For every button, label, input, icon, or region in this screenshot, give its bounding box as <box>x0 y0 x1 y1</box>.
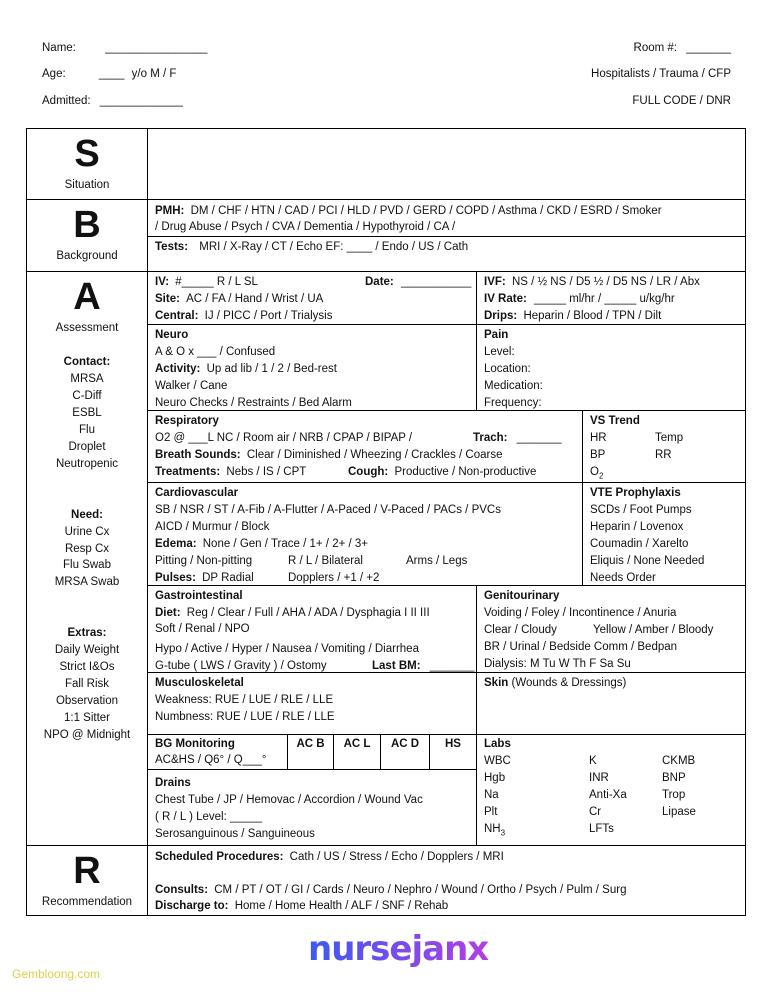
site-line <box>155 293 323 305</box>
central-line <box>155 310 332 322</box>
lab-item: Anti-Xa <box>589 789 627 801</box>
cardio-title: Cardiovascular <box>155 487 239 499</box>
neuro-title: Neuro <box>155 329 189 341</box>
vs-rr: RR <box>655 449 672 461</box>
edema-text: None / Gen / Trace / 1+ / 2+ / 3+ <box>202 538 369 550</box>
age-label: Age: <box>42 68 66 80</box>
age-blank: ____ <box>98 68 125 80</box>
name-blank: ________________ <box>105 42 208 54</box>
ivf-label: IVF: <box>484 276 506 288</box>
site-text: AC / FA / Hand / Wrist / UA <box>186 293 324 305</box>
bg-col-acl: AC L <box>343 738 371 750</box>
lab-item: Lipase <box>662 806 696 818</box>
bg-schedule: AC&HS / Q6° / Q___° <box>155 754 267 766</box>
neuro-orientation: A & O x ___ / Confused <box>155 346 276 358</box>
extras-item: Observation <box>55 695 118 707</box>
extras-item: NPO @ Midnight <box>43 729 131 741</box>
drips-text: Heparin / Blood / TPN / Dilt <box>523 310 662 322</box>
drains-title: Drains <box>155 777 191 789</box>
iv-text: #_____ R / L SL <box>175 276 258 288</box>
pmh-line <box>155 205 662 217</box>
lab-item: LFTs <box>589 823 614 835</box>
vs-temp: Temp <box>655 432 684 444</box>
activity-line <box>155 363 337 375</box>
lab-item-nh3: $NH_3$ <box>484 823 506 838</box>
lab-item: WBC <box>484 755 511 767</box>
drips-line <box>484 310 661 322</box>
r-caption: Recommendation <box>41 896 133 908</box>
extras-heading: Extras: <box>67 627 107 639</box>
ivf-text: NS / ½ NS / D5 ½ / D5 NS / LR / Abx <box>511 276 700 288</box>
pulses-line <box>155 572 254 584</box>
skin-line <box>484 677 626 689</box>
nursejanx-logo: nursejanx <box>308 929 489 969</box>
discharge-line <box>155 900 448 912</box>
skin-note: (Wounds & Dressings) <box>511 677 627 689</box>
contact-item: MRSA <box>70 373 104 385</box>
name-field <box>42 42 207 54</box>
activity-label: Activity: <box>155 363 201 375</box>
date-blank: ___________ <box>400 276 472 288</box>
msk-title: Musculoskeletal <box>155 677 244 689</box>
gtube-line: G-tube ( LWS / Gravity ) / Ostomy <box>155 660 327 672</box>
vs-hr: HR <box>590 432 607 444</box>
admitted-field <box>42 95 183 107</box>
iv-line <box>155 276 258 288</box>
bg-col-acb: AC B <box>296 738 325 750</box>
lab-item: K <box>589 755 597 767</box>
pain-title: Pain <box>484 329 509 341</box>
rhythm-line: SB / NSR / ST / A-Fib / A-Flutter / A-Paced / V-Paced / PACs / PVCs <box>155 504 501 516</box>
pulses-text: DP Radial <box>202 572 254 584</box>
edema-line <box>155 538 368 550</box>
room-field <box>634 42 731 54</box>
lab-item: Hgb <box>484 772 506 784</box>
cough-line <box>348 466 536 478</box>
iv-label: IV: <box>155 276 170 288</box>
vte-item: Coumadin / Xarelto <box>590 538 689 550</box>
contact-item: Flu <box>79 424 95 436</box>
watermark-text: Gembloong.com <box>12 967 101 981</box>
ivf-line <box>484 276 700 288</box>
gu-line: Voiding / Foley / Incontinence / Anuria <box>484 607 677 619</box>
pain-item: Frequency: <box>484 397 542 409</box>
need-item: Urine Cx <box>64 526 110 538</box>
vs-o2: $O_2$ <box>590 466 604 481</box>
contact-item: C-Diff <box>72 390 102 402</box>
s-letter: S <box>74 133 100 175</box>
drain-level: ( R / L ) Level: _____ <box>155 811 262 823</box>
vte-item: Eliquis / None Needed <box>590 555 705 567</box>
date-line <box>365 276 471 288</box>
bowel-line: Hypo / Active / Hyper / Nausea / Vomiting / Diarrhea <box>155 643 419 655</box>
s-caption: Situation <box>64 179 110 191</box>
last-bm-line <box>372 660 475 672</box>
last-bm-blank: _______ <box>429 660 475 672</box>
iv-rate-text: _____ ml/hr / _____ u/kg/hr <box>534 293 675 305</box>
contact-item: Droplet <box>68 441 106 453</box>
need-item: Resp Cx <box>64 543 110 555</box>
trach-line <box>473 432 562 444</box>
breath-line <box>155 449 502 461</box>
admission-type: Hospitalists / Trauma / CFP <box>591 68 731 80</box>
aicd-line: AICD / Murmur / Block <box>155 521 270 533</box>
a-letter: A <box>73 276 101 318</box>
urine-color: Yellow / Amber / Bloody <box>593 624 714 636</box>
side-opts: R / L / Bilateral <box>288 555 363 567</box>
trach-label: Trach: <box>473 432 508 444</box>
age-options: y/o M / F <box>131 68 177 80</box>
central-label: Central: <box>155 310 199 322</box>
treatments-text: Nebs / IS / CPT <box>226 466 307 478</box>
limb-opts: Arms / Legs <box>406 555 468 567</box>
gu-title: Genitourinary <box>484 590 560 602</box>
treatments-label: Treatments: <box>155 466 221 478</box>
site-label: Site: <box>155 293 180 305</box>
tests-line <box>155 241 468 253</box>
breath-label: Breath Sounds: <box>155 449 241 461</box>
pain-item: Level: <box>484 346 515 358</box>
pain-item: Location: <box>484 363 531 375</box>
cough-label: Cough: <box>348 466 389 478</box>
lab-item: Trop <box>662 789 686 801</box>
drips-label: Drips: <box>484 310 518 322</box>
extras-item: Daily Weight <box>54 644 120 656</box>
weakness-line: Weakness: RUE / LUE / RLE / LLE <box>155 694 334 706</box>
gu-toileting: BR / Urinal / Bedside Comm / Bedpan <box>484 641 678 653</box>
consults-text: CM / PT / OT / GI / Cards / Neuro / Nephro / Wound / Ortho / Psych / Pulm / Surg <box>214 884 627 896</box>
vs-bp: BP <box>590 449 606 461</box>
vs-title: VS Trend <box>590 415 640 427</box>
scheduled-label: Scheduled Procedures: <box>155 851 284 863</box>
r-letter: R <box>73 850 101 892</box>
scheduled-procedures-line <box>155 851 504 863</box>
iv-rate-line <box>484 293 675 305</box>
o2-line: O2 @ ___L NC / Room air / NRB / CPAP / BIPAP / <box>155 432 413 444</box>
neuro-checks: Neuro Checks / Restraints / Bed Alarm <box>155 397 352 409</box>
urine-clarity: Clear / Cloudy <box>484 624 557 636</box>
name-label: Name: <box>42 42 76 54</box>
numbness-line: Numbness: RUE / LUE / RLE / LLE <box>155 711 335 723</box>
drain-types: Chest Tube / JP / Hemovac / Accordion / Wound Vac <box>155 794 423 806</box>
need-item: MRSA Swab <box>54 576 120 588</box>
mobility-aids: Walker / Cane <box>155 380 228 392</box>
treatments-line <box>155 466 306 478</box>
contact-item: ESBL <box>72 407 102 419</box>
lab-item: Na <box>484 789 499 801</box>
room-blank: _______ <box>686 42 731 54</box>
lab-item: Plt <box>484 806 498 818</box>
lab-item: CKMB <box>662 755 696 767</box>
drain-output: Serosanguinous / Sanguineous <box>155 828 315 840</box>
room-label: Room #: <box>633 42 678 54</box>
bg-col-acd: AC D <box>390 738 420 750</box>
bg-title: BG Monitoring <box>155 738 235 750</box>
age-field <box>42 68 176 80</box>
date-label: Date: <box>365 276 394 288</box>
gi-title: Gastrointestinal <box>155 590 243 602</box>
diet-line <box>155 607 430 619</box>
pmh-line-2: / Drug Abuse / Psych / CVA / Dementia / Hypothyroid / CA / <box>155 221 456 233</box>
tests-label: Tests: <box>155 241 189 253</box>
cough-text: Productive / Non-productive <box>394 466 537 478</box>
vte-item: Heparin / Lovenox <box>590 521 684 533</box>
pain-item: Medication: <box>484 380 543 392</box>
last-bm-label: Last BM: <box>372 660 421 672</box>
vte-title: VTE Prophylaxis <box>590 487 681 499</box>
contact-item: Neutropenic <box>55 458 118 470</box>
extras-item: 1:1 Sitter <box>63 712 111 724</box>
diet-line-2: Soft / Renal / NPO <box>155 623 250 635</box>
bg-col-hs: HS <box>445 738 461 750</box>
need-heading: Need: <box>71 509 103 521</box>
lab-item: Cr <box>589 806 602 818</box>
consults-line <box>155 884 626 896</box>
scheduled-text: Cath / US / Stress / Echo / Dopplers / MRI <box>289 851 504 863</box>
iv-rate-label: IV Rate: <box>484 293 527 305</box>
diet-label: Diet: <box>155 607 181 619</box>
pitting-opts: Pitting / Non-pitting <box>155 555 253 567</box>
extras-item: Fall Risk <box>64 678 110 690</box>
code-status: FULL CODE / DNR <box>632 95 731 107</box>
pmh-label: PMH: <box>155 205 185 217</box>
lab-item: INR <box>589 772 609 784</box>
activity-text: Up ad lib / 1 / 2 / Bed-rest <box>206 363 337 375</box>
extras-item: Strict I&Os <box>59 661 115 673</box>
contact-heading: Contact: <box>63 356 111 368</box>
pulses-label: Pulses: <box>155 572 196 584</box>
dialysis-line: Dialysis: M Tu W Th F Sa Su <box>484 658 631 670</box>
discharge-label: Discharge to: <box>155 900 229 912</box>
breath-text: Clear / Diminished / Wheezing / Crackles / Coarse <box>246 449 503 461</box>
admitted-blank: _____________ <box>99 95 183 107</box>
dopplers-opts: Dopplers / +1 / +2 <box>288 572 380 584</box>
pmh-text: DM / CHF / HTN / CAD / PCI / HLD / PVD / GERD / COPD / Asthma / CKD / ESRD / Smoker <box>190 205 662 217</box>
lab-item: BNP <box>662 772 686 784</box>
vte-item: Needs Order <box>590 572 656 584</box>
tests-text: MRI / X-Ray / CT / Echo EF: ____ / Endo / US / Cath <box>199 241 469 253</box>
trach-blank: _______ <box>516 432 562 444</box>
b-caption: Background <box>56 250 118 262</box>
skin-title: Skin <box>484 677 509 689</box>
consults-label: Consults: <box>155 884 209 896</box>
discharge-text: Home / Home Health / ALF / SNF / Rehab <box>234 900 449 912</box>
b-letter: B <box>73 204 101 246</box>
need-item: Flu Swab <box>63 559 111 571</box>
vte-item: SCDs / Foot Pumps <box>590 504 692 516</box>
admitted-label: Admitted: <box>42 95 91 107</box>
labs-title: Labs <box>484 738 511 750</box>
diet-text: Reg / Clear / Full / AHA / ADA / Dysphagia I II III <box>186 607 430 619</box>
central-text: IJ / PICC / Port / Trialysis <box>204 310 333 322</box>
edema-label: Edema: <box>155 538 197 550</box>
resp-title: Respiratory <box>155 415 219 427</box>
a-caption: Assessment <box>55 322 119 334</box>
